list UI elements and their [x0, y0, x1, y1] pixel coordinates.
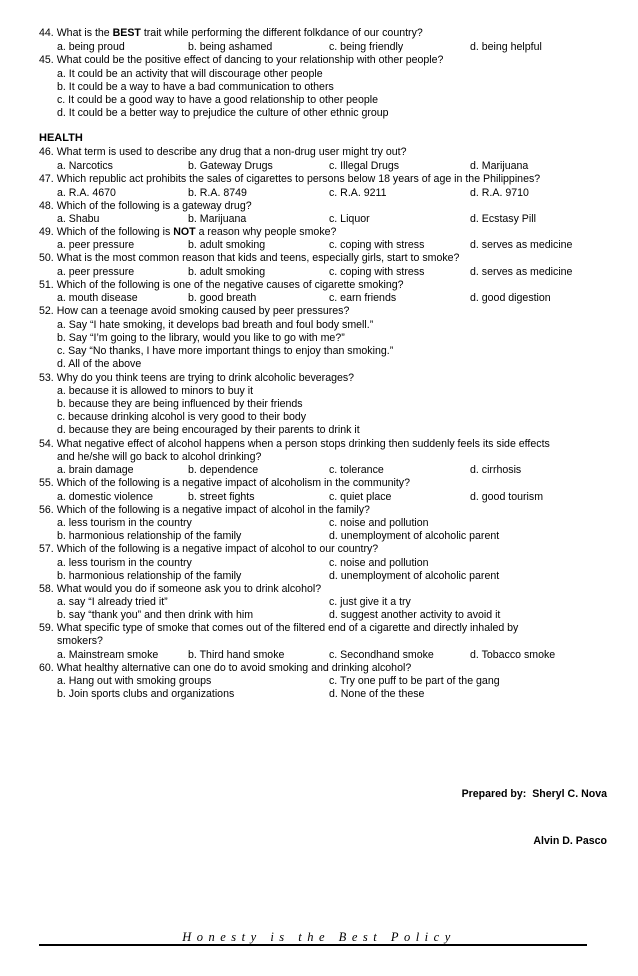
question-59-continued: smokers?	[57, 635, 103, 647]
prepared-by-line: Prepared by: Sheryl C. Nova	[461, 788, 607, 800]
option-48b: b. Marijuana	[188, 213, 247, 225]
option-47a: a. R.A. 4670	[57, 187, 116, 199]
option-48c: c. Liquor	[329, 213, 370, 225]
option-51a: a. mouth disease	[57, 292, 138, 304]
question-58: 58. What would you do if someone ask you to drink alcohol?	[39, 583, 322, 595]
option-52c: c. Say “No thanks, I have more important things to enjoy than smoking.”	[57, 345, 394, 357]
option-49d: d. serves as medicine	[470, 239, 573, 251]
question-56: 56. Which of the following is a negative impact of alcohol in the family?	[39, 504, 370, 516]
option-54c: c. tolerance	[329, 464, 384, 476]
option-44a: a. being proud	[57, 41, 125, 53]
option-58b: b. say “thank you” and then drink with him	[57, 609, 254, 621]
option-55d: d. good tourism	[470, 491, 544, 503]
option-51c: c. earn friends	[329, 292, 397, 304]
option-57b: b. harmonious relationship of the family	[57, 570, 242, 582]
question-51: 51. Which of the following is one of the negative causes of cigarette smoking?	[39, 279, 404, 291]
option-57c: c. noise and pollution	[329, 557, 429, 569]
option-58c: c. just give it a try	[329, 596, 411, 608]
option-51d: d. good digestion	[470, 292, 551, 304]
option-46b: b. Gateway Drugs	[188, 160, 273, 172]
option-53d: d. because they are being encouraged by their parents to drink it	[57, 424, 360, 436]
option-48a: a. Shabu	[57, 213, 100, 225]
question-57: 57. Which of the following is a negative impact of alcohol to our country?	[39, 543, 379, 555]
option-55a: a. domestic violence	[57, 491, 153, 503]
option-48d: d. Ecstasy Pill	[470, 213, 536, 225]
option-59c: c. Secondhand smoke	[329, 649, 434, 661]
section-heading: HEALTH	[39, 132, 83, 144]
question-44: 44. What is the BEST trait while performing the different folkdance of our country?	[39, 27, 423, 39]
option-52d: d. All of the above	[57, 358, 142, 370]
option-53c: c. because drinking alcohol is very good to their body	[57, 411, 307, 423]
question-60: 60. What healthy alternative can one do to avoid smoking and drinking alcohol?	[39, 662, 412, 674]
option-53b: b. because they are being influenced by their friends	[57, 398, 303, 410]
option-49b: b. adult smoking	[188, 239, 266, 251]
option-58a: a. say “I already tried it”	[57, 596, 168, 608]
option-55b: b. street fights	[188, 491, 255, 503]
option-51b: b. good breath	[188, 292, 257, 304]
option-57a: a. less tourism in the country	[57, 557, 192, 569]
option-47c: c. R.A. 9211	[329, 187, 387, 199]
option-56c: c. noise and pollution	[329, 517, 429, 529]
option-55c: c. quiet place	[329, 491, 392, 503]
option-56d: d. unemployment of alcoholic parent	[329, 530, 500, 542]
option-54a: a. brain damage	[57, 464, 134, 476]
option-49a: a. peer pressure	[57, 239, 135, 251]
option-59b: b. Third hand smoke	[188, 649, 285, 661]
option-49c: c. coping with stress	[329, 239, 425, 251]
option-50a: a. peer pressure	[57, 266, 135, 278]
option-53a: a. because it is allowed to minors to buy it	[57, 385, 254, 397]
question-50: 50. What is the most common reason that kids and teens, especially girls, start to smoke?	[39, 252, 460, 264]
option-45b: b. It could be a way to have a bad communication to others	[57, 81, 334, 93]
option-47b: b. R.A. 8749	[188, 187, 247, 199]
option-60c: c. Try one puff to be part of the gang	[329, 675, 500, 687]
option-44d: d. being helpful	[470, 41, 542, 53]
question-47: 47. Which republic act prohibits the sales of cigarettes to persons below 18 years of age in the Philippines?	[39, 173, 541, 185]
option-56a: a. less tourism in the country	[57, 517, 192, 529]
option-52b: b. Say “I’m going to the library, would you like to go with me?”	[57, 332, 345, 344]
option-50b: b. adult smoking	[188, 266, 266, 278]
question-49: 49. Which of the following is NOT a reason why people smoke?	[39, 226, 337, 238]
option-46d: d. Marijuana	[470, 160, 529, 172]
option-56b: b. harmonious relationship of the family	[57, 530, 242, 542]
question-54-continued: and he/she will go back to alcohol drinking?	[57, 451, 262, 463]
option-54b: b. dependence	[188, 464, 259, 476]
option-50c: c. coping with stress	[329, 266, 425, 278]
question-53: 53. Why do you think teens are trying to drink alcoholic beverages?	[39, 372, 355, 384]
option-52a: a. Say “I hate smoking, it develops bad breath and foul body smell.”	[57, 319, 374, 331]
option-59a: a. Mainstream smoke	[57, 649, 159, 661]
second-signatory: Alvin D. Pasco	[533, 835, 607, 847]
option-47d: d. R.A. 9710	[470, 187, 529, 199]
footer-motto: Honesty is the Best Policy	[182, 930, 456, 944]
option-57d: d. unemployment of alcoholic parent	[329, 570, 500, 582]
option-44c: c. being friendly	[329, 41, 404, 53]
option-60d: d. None of the these	[329, 688, 425, 700]
option-45d: d. It could be a better way to prejudice the culture of other ethnic group	[57, 107, 389, 119]
question-48: 48. Which of the following is a gateway drug?	[39, 200, 252, 212]
question-45: 45. What could be the positive effect of dancing to your relationship with other people?	[39, 54, 444, 66]
option-45c: c. It could be a good way to have a good relationship to other people	[57, 94, 378, 106]
question-54: 54. What negative effect of alcohol happens when a person stops drinking then suddenly feels its side effects	[39, 438, 550, 450]
question-59: 59. What specific type of smoke that comes out of the filtered end of a cigarette and directly inhaled by	[39, 622, 519, 634]
question-55: 55. Which of the following is a negative impact of alcoholism in the community?	[39, 477, 410, 489]
option-54d: d. cirrhosis	[470, 464, 522, 476]
option-59d: d. Tobacco smoke	[470, 649, 556, 661]
option-44b: b. being ashamed	[188, 41, 273, 53]
option-58d: d. suggest another activity to avoid it	[329, 609, 501, 621]
option-46a: a. Narcotics	[57, 160, 113, 172]
option-45a: a. It could be an activity that will discourage other people	[57, 68, 323, 80]
option-50d: d. serves as medicine	[470, 266, 573, 278]
question-46: 46. What term is used to describe any drug that a non-drug user might try out?	[39, 146, 407, 158]
question-52: 52. How can a teenage avoid smoking caused by peer pressures?	[39, 305, 350, 317]
option-46c: c. Illegal Drugs	[329, 160, 400, 172]
footer-divider	[39, 944, 587, 946]
option-60b: b. Join sports clubs and organizations	[57, 688, 235, 700]
option-60a: a. Hang out with smoking groups	[57, 675, 212, 687]
